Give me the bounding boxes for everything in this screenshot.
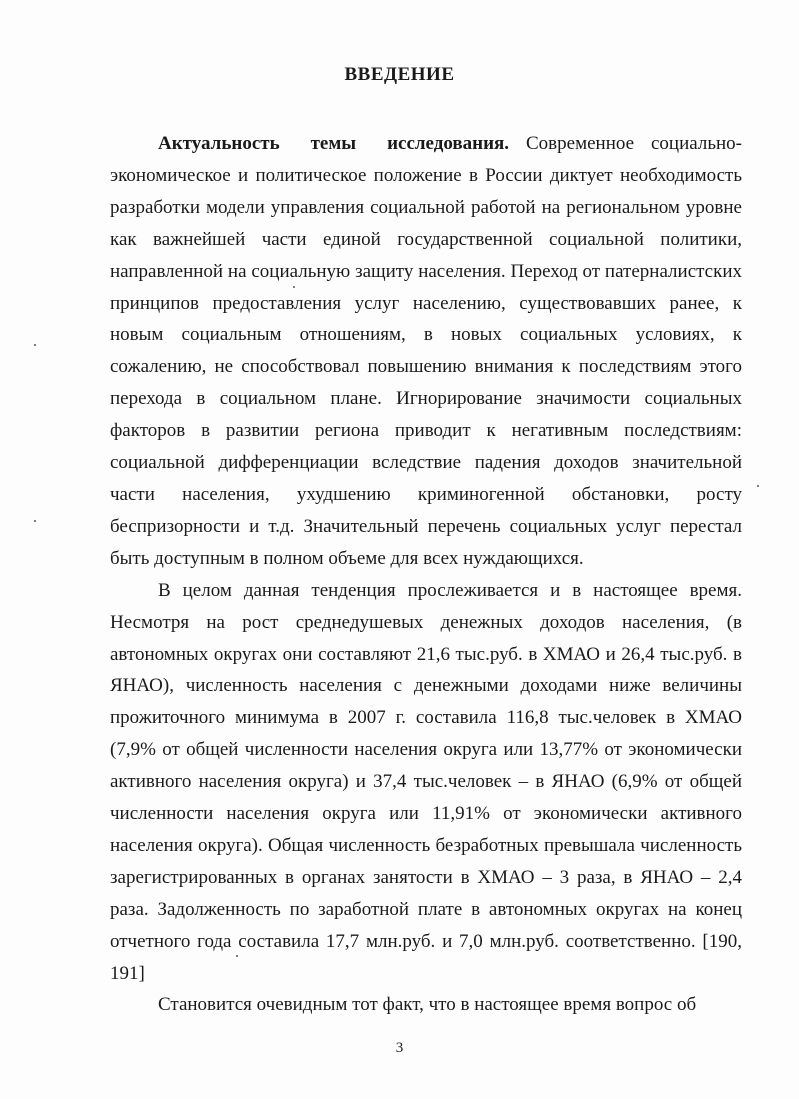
paragraph-1 — [110, 128, 742, 575]
paragraph-3 — [110, 989, 742, 1021]
scan-speck — [34, 344, 36, 346]
page-title: ВВЕДЕНИЕ — [344, 64, 455, 85]
paragraph-2 — [110, 575, 742, 990]
page-number: 3 — [395, 1040, 404, 1056]
scan-speck — [34, 520, 36, 522]
scan-speck — [757, 485, 759, 487]
paragraph-text: Современное социально-экономическое и политическое положение в России диктует необходимость разработки модели управления социальной работой на региональном уровне как важнейшей части единой государственной социальной политики, направленной на социальную защиту населения. Переход от патерналистских принципов предоставления услуг населению, существовавших ранее, к новым социальным отношениям, в новых социальных условиях, к сожалению, не способствовал повышению внимания к последствиям этого перехода в социальном плане. Игнорирование значимости социальных факторов в развитии региона приводит к негативным последствиям: социальной дифференциации вследствие падения доходов значительной части населения, ухудшению криминогенной обстановки, росту беспризорности и т.д. Значительный перечень социальных услуг перестал быть доступным в полном объеме для всех нуждающихся. — [110, 133, 743, 569]
paragraph-text: В целом данная тенденция прослеживается и в настоящее время. Несмотря на рост среднедушевых денежных доходов населения, (в автономных округах они составляют 21,6 тыс.руб. в ХМАО и 26,4 тыс.руб. в ЯНАО), численность населения с денежными доходами ниже величины прожиточного минимума в 2007 г. составила 116,8 тыс.человек в ХМАО (7,9% от общей численности населения округа или 13,77% от экономически активного населения округа) и 37,4 тыс.человек – в ЯНАО (6,9% от общей численности населения округа или 11,91% от экономически активного населения округа). Общая численность безработных превышала численность зарегистрированных в органах занятости в ХМАО – 3 раза, в ЯНАО – 2,4 раза. Задолженность по заработной плате в автономных округах на конец отчетного года составила 17,7 млн.руб. и 7,0 млн.руб. соответственно. [190, 191] — [110, 579, 742, 984]
paragraph-text: Становится очевидным тот факт, что в настоящее время вопрос об — [158, 994, 697, 1016]
scan-speck — [293, 286, 295, 288]
body-text — [110, 128, 742, 1021]
paragraph-lead: Актуальность темы исследования. — [158, 133, 510, 154]
scan-speck — [236, 955, 238, 957]
